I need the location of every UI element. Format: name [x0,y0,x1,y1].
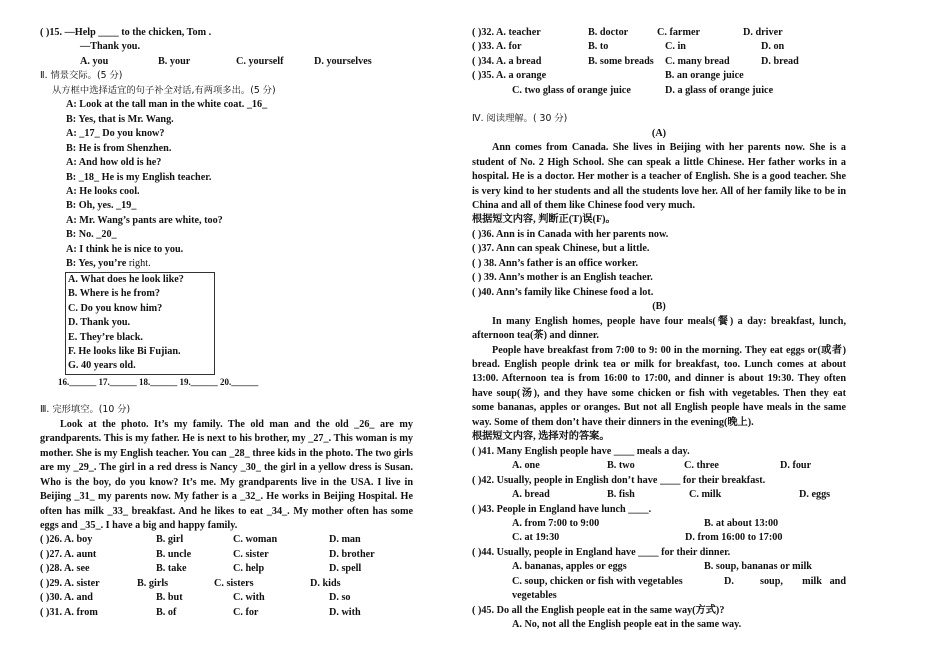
passage-b-paragraph-2: People have breakfast from 7:00 to 9: 00 in the morning. They eat eggs or(或者) bread. English people drink tea or milk for breakfast, too. Lunch comes at about 13:00. Afternoon tea is from 16:00 to 17:00, and dinner is about 19:30. They often have soup(汤), and they have some chicken or fish with vegetables. Then they eat some bananas, apples or oranges. But not all English people have meals in the same way. Some of them don’t have their dinners in the evening(晚上). [472,344,846,428]
dialogue-last-bold: B: Yes, you’re [66,258,127,270]
question-43-stem: ( )43. People in England have lunch ____. [472,503,652,515]
cloze-option-d: D. bread [761,55,799,67]
answer-blanks: 16.______ 17.______ 18.______ 19.______ 20.______ [58,376,259,387]
cloze-option-c: C. for [233,606,259,618]
cloze-option-d: D. driver [743,27,783,38]
cloze-row [472,26,846,40]
cloze-option-b: B. girls [137,577,169,589]
cloze-row [472,55,846,69]
dialogue-line: A: Look at the tall man in the white coat. _16_ [66,99,268,111]
cloze-row [40,577,413,591]
option-c: C. milk [689,489,722,501]
tf-instruction: 根据短文内容, 判断正(T)误(F)。 [472,214,616,226]
dialogue-line: B: Yes, that is Mr. Wang. [66,113,174,125]
passage-a: Ann comes from Canada. She lives in Beijing with her parents now. She is a student of No. 2 High School. She can speak a little Chinese. Her father works in a hospital. He is a doctor. Her mother is a teacher of English. She is a good teacher. She is very kind to her students and all the students love her. All of her family like to be in China and all of them like Chinese food very much. [472,142,846,211]
cloze-row [40,591,413,605]
question-44-options [472,560,846,574]
cloze-row [472,40,846,54]
option-a: A. from 7:00 to 9:00 [512,517,600,529]
cloze-option-b: B. an orange juice [665,70,744,82]
spacer [40,389,413,403]
cloze-option-b: B. but [156,592,183,604]
option-b: B. at about 13:00 [704,517,779,529]
question-45-option-a: A. No, not all the English people eat in the same way. [512,619,742,631]
cloze-row [40,606,413,620]
cloze-option-b: B. of [156,606,177,618]
question-44-options [472,575,846,589]
cloze-option-d: D. brother [329,548,375,560]
cloze-option-a: ( )33. A. for [472,41,522,53]
question-43-options [472,517,846,531]
question-15-stem: ( )15. —Help ____ to the chicken, Tom . [40,27,212,38]
cloze-option-b: B. take [156,563,187,575]
option-b: B. soup, bananas or milk [704,561,812,573]
cloze-option-c: C. two glass of orange juice [512,84,631,96]
cloze-option-a: ( )30. A. and [40,592,93,604]
cloze-option-b: B. doctor [588,27,629,38]
choice-item: A. What does he look like? [68,273,184,285]
cloze-option-b: B. to [588,41,609,53]
choice-item: G. 40 years old. [68,360,136,372]
left-column [40,26,413,620]
cloze-row [40,562,413,576]
option-a: A. bread [512,489,550,501]
passage-b-paragraph-1: In many English homes, people have four meals(餐) a day: breakfast, lunch, afternoon tea(茶) and dinner. [472,315,846,342]
section-2-instruction: 从方框中选择适宜的句子补全对话,有两项多出。(5 分) [52,84,276,96]
question-41-options [472,459,846,473]
question-44-options-cont: vegetables [512,590,557,602]
choice-item: E. They’re black. [68,331,143,343]
cloze-option-c: C. sister [233,548,269,560]
cloze-option-c: C. sisters [214,577,254,589]
spacer [472,98,846,112]
dialogue-line: B: Oh, yes. _19_ [66,200,137,212]
dialogue-line: A: And how old is he? [66,157,162,169]
tf-question: ( ) 38. Ann’s father is an office worker. [472,257,639,269]
tf-question: ( )37. Ann can speak Chinese, but a little. [472,243,650,255]
cloze-option-d: D. on [761,41,785,53]
right-column [472,26,846,633]
question-15-reply: —Thank you. [80,41,141,53]
choices-box [65,272,215,375]
option-a: A. you [80,55,109,67]
option-c: C. yourself [236,55,284,67]
cloze-row [472,69,846,83]
option-d: D. yourselves [314,55,372,67]
option-d: D. from 16:00 to 17:00 [685,532,783,544]
dialogue-line-last [66,257,413,271]
question-44-stem: ( )44. Usually, people in England have ____ for their dinner. [472,546,731,558]
question-43-options [472,531,846,545]
choice-item: F. He looks like Bi Fujian. [68,345,181,357]
cloze-row [40,533,413,547]
mc-instruction: 根据短文内容, 选择对的答案。 [472,431,610,443]
option-c: C. three [684,460,719,472]
option-d-word: milk [802,575,822,587]
cloze-option-c: C. help [233,563,265,575]
cloze-option-a: ( )29. A. sister [40,577,100,589]
cloze-option-a: ( )32. A. teacher [472,27,541,38]
choice-item: C. Do you know him? [68,302,163,314]
cloze-option-d: D. with [329,606,361,618]
cloze-option-d: D. spell [329,563,362,575]
cloze-option-c: C. woman [233,534,278,546]
dialogue-line: B: No. _20_ [66,229,117,241]
option-c: C. soup, chicken or fish with vegetables [512,575,683,587]
cloze-option-c: C. many bread [665,55,730,67]
cloze-option-d: D. so [329,592,351,604]
passage-b-title: (B) [652,301,666,313]
cloze-option-d: D. a glass of orange juice [665,84,774,96]
cloze-option-a: ( )35. A. a orange [472,70,547,82]
tf-question: ( ) 39. Ann’s mother is an English teacher. [472,272,653,284]
cloze-row [40,548,413,562]
tf-question: ( )40. Ann’s family like Chinese food a lot. [472,286,654,298]
option-d-word: and [829,575,846,587]
section-3-title: Ⅲ. 完形填空。(10 分) [40,404,131,416]
question-42-options [472,488,846,502]
cloze-option-c: C. farmer [657,27,700,38]
cloze-row [472,84,846,98]
cloze-option-a: ( )31. A. from [40,606,98,618]
cloze-option-a: ( )27. A. aunt [40,548,97,560]
option-a: A. bananas, apples or eggs [512,561,627,573]
option-b: B. your [158,55,191,67]
cloze-option-a: ( )34. A. a bread [472,55,542,67]
option-d: D. [724,575,734,587]
cloze-option-c: C. in [665,41,686,53]
cloze-options [40,533,413,620]
option-b: B. two [607,460,635,472]
cloze-option-b: B. some breads [588,55,654,67]
choice-item: D. Thank you. [68,317,131,329]
cloze-option-c: C. with [233,592,265,604]
dialogue-last-normal: right. [126,258,151,270]
dialogue-line: A: He looks cool. [66,185,140,197]
question-41-stem: ( )41. Many English people have ____ meals a day. [472,445,690,457]
option-d: D. eggs [799,489,831,501]
dialogue-line: B: He is from Shenzhen. [66,142,172,154]
cloze-option-a: ( )28. A. see [40,563,90,575]
option-c: C. at 19:30 [512,532,560,544]
cloze-option-d: D. man [329,534,361,546]
section-4-title: Ⅳ. 阅读理解。( 30 分) [472,113,568,125]
option-d-word: soup, [760,575,783,587]
question-15-options [40,55,413,69]
option-b: B. fish [607,489,635,501]
choice-item: B. Where is he from? [68,288,160,300]
cloze-passage: Look at the photo. It’s my family. The old man and the old _26_ are my grandparents. This is my father. He is next to his brother, my _27_. This woman is my mother. She is my English teacher. You can _28_ three kids in the photo. The two girls are my _29_. The girl in a red dress is Nancy _30_ the girl in a yellow dress is Susan. Who is the boy, do you know? It’s me. My grandparents live in the USA. I live in Beijing _31_ my parents now. My father is a _32_. He works in Beijing Hospital. He often has milk _33_ breakfast. And he likes to eat _34_. My mother often has some eggs and _35_. I have a big and happy family. [40,418,413,531]
cloze-option-a: ( )26. A. boy [40,534,93,546]
question-45-stem: ( )45. Do all the English people eat in the same way(方式)? [472,604,725,616]
dialogue-line: A: I think he is nice to you. [66,243,184,255]
dialogue-line: B: _18_ He is my English teacher. [66,171,212,183]
cloze-option-b: B. girl [156,534,184,546]
cloze-option-b: B. uncle [156,548,192,560]
option-d: D. four [780,460,812,472]
dialogue [40,98,413,271]
section-2-title: Ⅱ. 情景交际。(5 分) [40,70,123,82]
cloze-option-d: D. kids [310,577,341,589]
tf-question: ( )36. Ann is in Canada with her parents now. [472,228,669,240]
option-a: A. one [512,460,540,472]
passage-a-title: (A) [651,127,667,139]
question-42-stem: ( )42. Usually, people in English don’t have ____ for their breakfast. [472,474,766,486]
dialogue-line: A: _17_ Do you know? [66,128,165,140]
dialogue-line: A: Mr. Wang’s pants are white, too? [66,214,223,226]
